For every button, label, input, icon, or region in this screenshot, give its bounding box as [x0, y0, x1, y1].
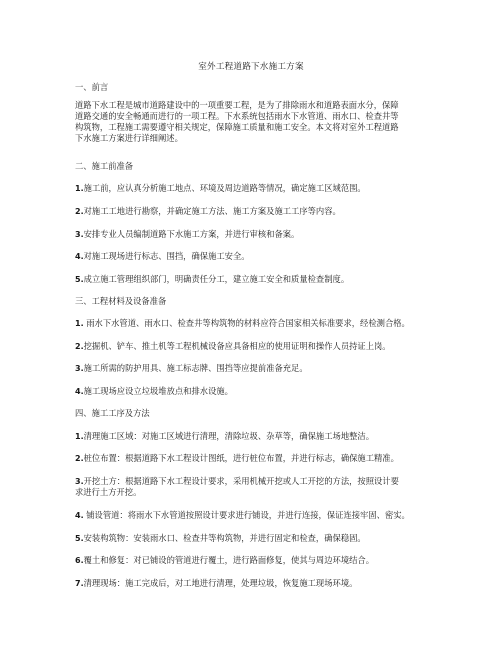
list-item	[75, 578, 435, 589]
item-text: 对施工工地进行勘察，并确定施工方法、施工方案及施工工序等内容。	[83, 206, 341, 216]
section-heading-preparation: 二、施工前准备	[75, 161, 134, 171]
item-text: 挖掘机、铲车、推土机等工程机械设备应具备相应的使用证明和操作人员持证上岗。	[83, 341, 391, 351]
item-text: 施工前，应认真分析施工地点、环境及周边道路等情况，确定施工区域范围。	[83, 183, 366, 193]
item-text: 覆土和修复：对已铺设的管道进行覆土，进行路面修复，使其与周边环境结合。	[83, 555, 375, 565]
item-number: 1.	[75, 184, 84, 193]
preface-paragraph	[75, 100, 435, 144]
item-text: 安排专业人员编制道路下水施工方案，并进行审核和备案。	[83, 229, 300, 239]
item-number: 5.	[75, 534, 84, 543]
item-number: 3.	[75, 364, 84, 373]
item-text: 清理现场：施工完成后，对工地进行清理，处理垃圾，恢复施工现场环境。	[83, 578, 358, 588]
item-number: 2.	[75, 454, 84, 463]
item-text: 成立施工管理组织部门，明确责任分工，建立施工安全和质量检查制度。	[83, 274, 350, 284]
item-number: 4.	[75, 511, 84, 520]
item-number: 4.	[75, 387, 84, 396]
item-text: 清理施工区域：对施工区域进行清理，清除垃圾、杂草等，确保施工场地整洁。	[83, 431, 375, 441]
list-item	[75, 318, 435, 329]
item-text: 施工所需的防护用具、施工标志牌、围挡等应提前准备充足。	[83, 363, 308, 373]
item-number: 2.	[75, 342, 84, 351]
list-item	[75, 229, 435, 240]
item-text: 桩位布置：根据道路下水工程设计图纸，进行桩位布置，并进行标志，确保施工精准。	[83, 453, 399, 463]
section-heading-materials: 三、工程材料及设备准备	[75, 296, 167, 306]
item-text: 雨水下水管道、雨水口、检查井等构筑物的材料应符合国家相关标准要求，经检测合格。	[83, 318, 410, 328]
list-item	[75, 251, 435, 262]
list-item	[75, 206, 435, 217]
list-item	[75, 533, 435, 544]
item-line	[75, 476, 435, 487]
item-number: 1.	[75, 319, 84, 328]
item-number: 3.	[75, 230, 84, 239]
item-number: 1.	[75, 432, 84, 441]
item-line: 求进行土方开挖。	[75, 487, 142, 497]
list-item	[75, 476, 435, 498]
item-number: 6.	[75, 556, 84, 565]
item-number: 5.	[75, 275, 84, 284]
paragraph-line: 道路交通的安全畅通而进行的一项工程。下水系统包括雨水下水管道、雨水口、检查井等	[75, 111, 399, 121]
item-text: 对施工现场进行标志、围挡，确保施工安全。	[83, 251, 250, 261]
list-item	[75, 363, 435, 374]
section-heading-procedure: 四、施工工序及方法	[75, 408, 150, 418]
list-item	[75, 274, 435, 285]
list-item	[75, 386, 435, 397]
paragraph-line: 下水施工方案进行详细阐述。	[75, 133, 183, 143]
list-item	[75, 510, 435, 521]
paragraph-line: 道路下水工程是城市道路建设中的一项重要工程，是为了排除雨水和道路表面水分，保障	[75, 100, 399, 110]
item-number: 4.	[75, 252, 84, 261]
list-item	[75, 453, 435, 464]
paragraph-line: 构筑物，工程施工需要遵守相关规定，保障施工质量和施工安全。本文将对室外工程道路	[75, 122, 399, 132]
item-number: 2.	[75, 207, 84, 216]
list-item	[75, 555, 435, 566]
list-item	[75, 341, 435, 352]
item-text: 安装构筑物：安装雨水口、检查井等构筑物，并进行固定和检查，确保稳固。	[83, 533, 366, 543]
list-item	[75, 431, 435, 442]
item-text: 铺设管道：将雨水下水管道按照设计要求进行铺设，并进行连接，保证连接牢固、密实。	[83, 510, 410, 520]
item-text: 施工现场应设立垃圾堆放点和排水设施。	[83, 386, 233, 396]
item-number: 3.	[75, 477, 84, 486]
section-heading-preface: 一、前言	[75, 82, 109, 92]
item-number: 7.	[75, 579, 84, 588]
list-item	[75, 183, 435, 194]
item-text: 开挖土方：根据道路下水工程设计要求，采用机械开挖或人工开挖的方法，按照设计要	[83, 476, 399, 486]
document-title: 室外工程道路下水施工方案	[198, 62, 304, 72]
